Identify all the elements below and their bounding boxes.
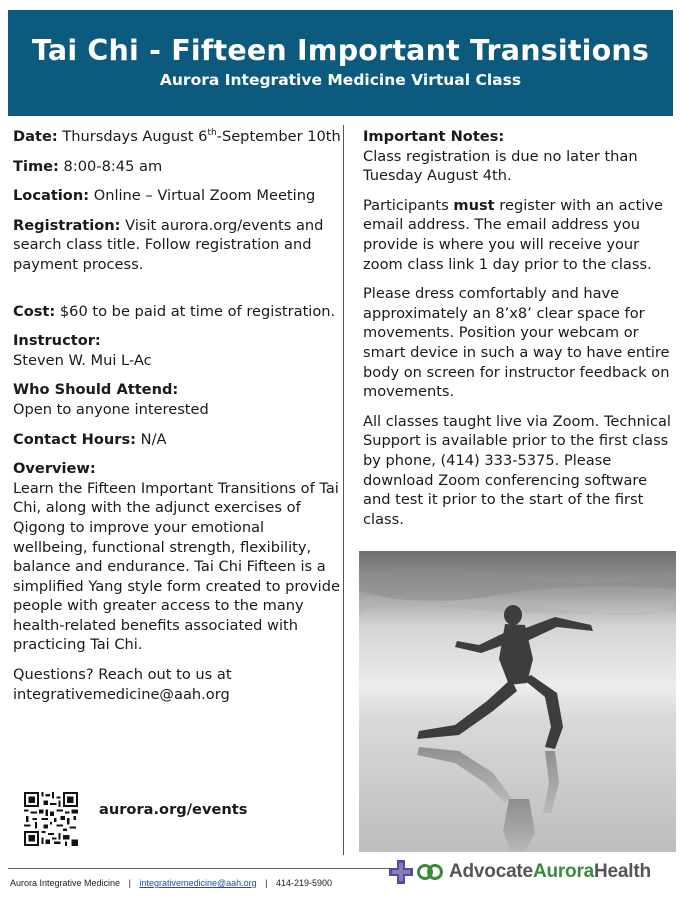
cost-label: Cost: [13, 302, 56, 320]
time-value: 8:00-8:45 am [63, 157, 163, 175]
instructor-section [13, 331, 341, 370]
note-email-must: must [453, 196, 495, 214]
footer-phone: 414-219-5900 [276, 878, 333, 888]
hours-label: Contact Hours: [13, 430, 137, 448]
note-registration-due: Class registration is due no later than Tuesday August 4th. [363, 147, 638, 185]
time-label: Time: [13, 157, 59, 175]
instructor-label: Instructor: [13, 332, 101, 350]
footer-org: Aurora Integrative Medicine [10, 878, 121, 888]
page-subtitle: Aurora Integrative Medicine Virtual Class [159, 71, 522, 89]
right-column [363, 127, 675, 539]
aurora-swirl-icon [417, 864, 443, 880]
page-title: Tai Chi - Fifteen Important Transitions [31, 34, 650, 67]
note-email-c: register with an active email address. The email address you provide is where you will receive your zoom class link 1 day prior to the class. [363, 196, 663, 273]
hours-section [13, 430, 341, 450]
overview-section [13, 459, 341, 655]
registration-label: Registration: [13, 216, 121, 234]
instructor-value: Steven W. Mui L-Ac [13, 351, 152, 369]
tai-chi-photo [359, 551, 676, 852]
note-email [363, 196, 675, 274]
attend-section [13, 380, 341, 419]
date-sup: th [207, 128, 217, 139]
note-dress: Please dress comfortably and have approximately an 8’x8’ clear space for movements. Position your webcam or smart device in such a way to have entire body on screen for instructor feedback on movements. [363, 285, 670, 401]
overview-label: Overview: [13, 460, 96, 478]
date-section [13, 127, 341, 147]
events-link[interactable]: aurora.org/events [99, 801, 248, 818]
hours-value: N/A [140, 430, 167, 448]
column-divider [343, 125, 344, 855]
location-value: Online – Virtual Zoom Meeting [93, 187, 316, 205]
cost-value: $60 to be paid at time of registration. [59, 302, 336, 320]
notes-section [363, 127, 675, 186]
footer-rule [8, 868, 392, 869]
note-email-a: Participants [363, 196, 449, 214]
footer [10, 878, 332, 888]
cross-icon [389, 860, 413, 884]
note-zoom: All classes taught live via Zoom. Technical Support is available prior to the first class by phone, (414) 333-5375. Please download Zoom conferencing software and test it prior to the start of the first class. [363, 412, 671, 528]
left-column [13, 127, 341, 704]
date-value-a: Thursdays August 6 [62, 128, 208, 145]
date-value-b: -September 10th [216, 128, 341, 145]
registration-value: Visit aurora.org/events and search class title. Follow registration and payment process. [13, 216, 324, 273]
footer-sep-1: | [128, 878, 131, 888]
footer-email-link[interactable]: integrativemedicine@aah.org [139, 878, 257, 888]
attend-value: Open to anyone interested [13, 400, 209, 418]
logo-aurora: Aurora [532, 861, 595, 882]
qr-code-icon[interactable] [24, 792, 78, 846]
attend-label: Who Should Attend: [13, 381, 179, 399]
registration-section [13, 216, 341, 275]
logo-advocate: Advocate [449, 861, 533, 882]
notes-label: Important Notes: [363, 128, 505, 145]
time-section [13, 157, 341, 177]
logo-health: Health [594, 861, 651, 882]
location-section [13, 186, 341, 206]
questions-text: Questions? Reach out to us at integrativemedicine@aah.org [13, 666, 232, 703]
overview-value: Learn the Fifteen Important Transitions of Tai Chi, along with the adjunct exercises of Qigong to improve your emotional wellbeing, functional strength, flexibility, balance and endurance. Tai Chi Fifteen is a simplified Yang style form created to provide people with greater access to the many health-related benefits associated with practicing Tai Chi. [13, 479, 340, 654]
location-label: Location: [13, 187, 90, 205]
cost-section [13, 302, 341, 322]
footer-sep-2: | [265, 878, 268, 888]
header-banner [8, 10, 673, 116]
advocate-aurora-logo [389, 858, 651, 886]
logo-wordmark [449, 861, 651, 883]
date-label: Date: [13, 128, 58, 145]
